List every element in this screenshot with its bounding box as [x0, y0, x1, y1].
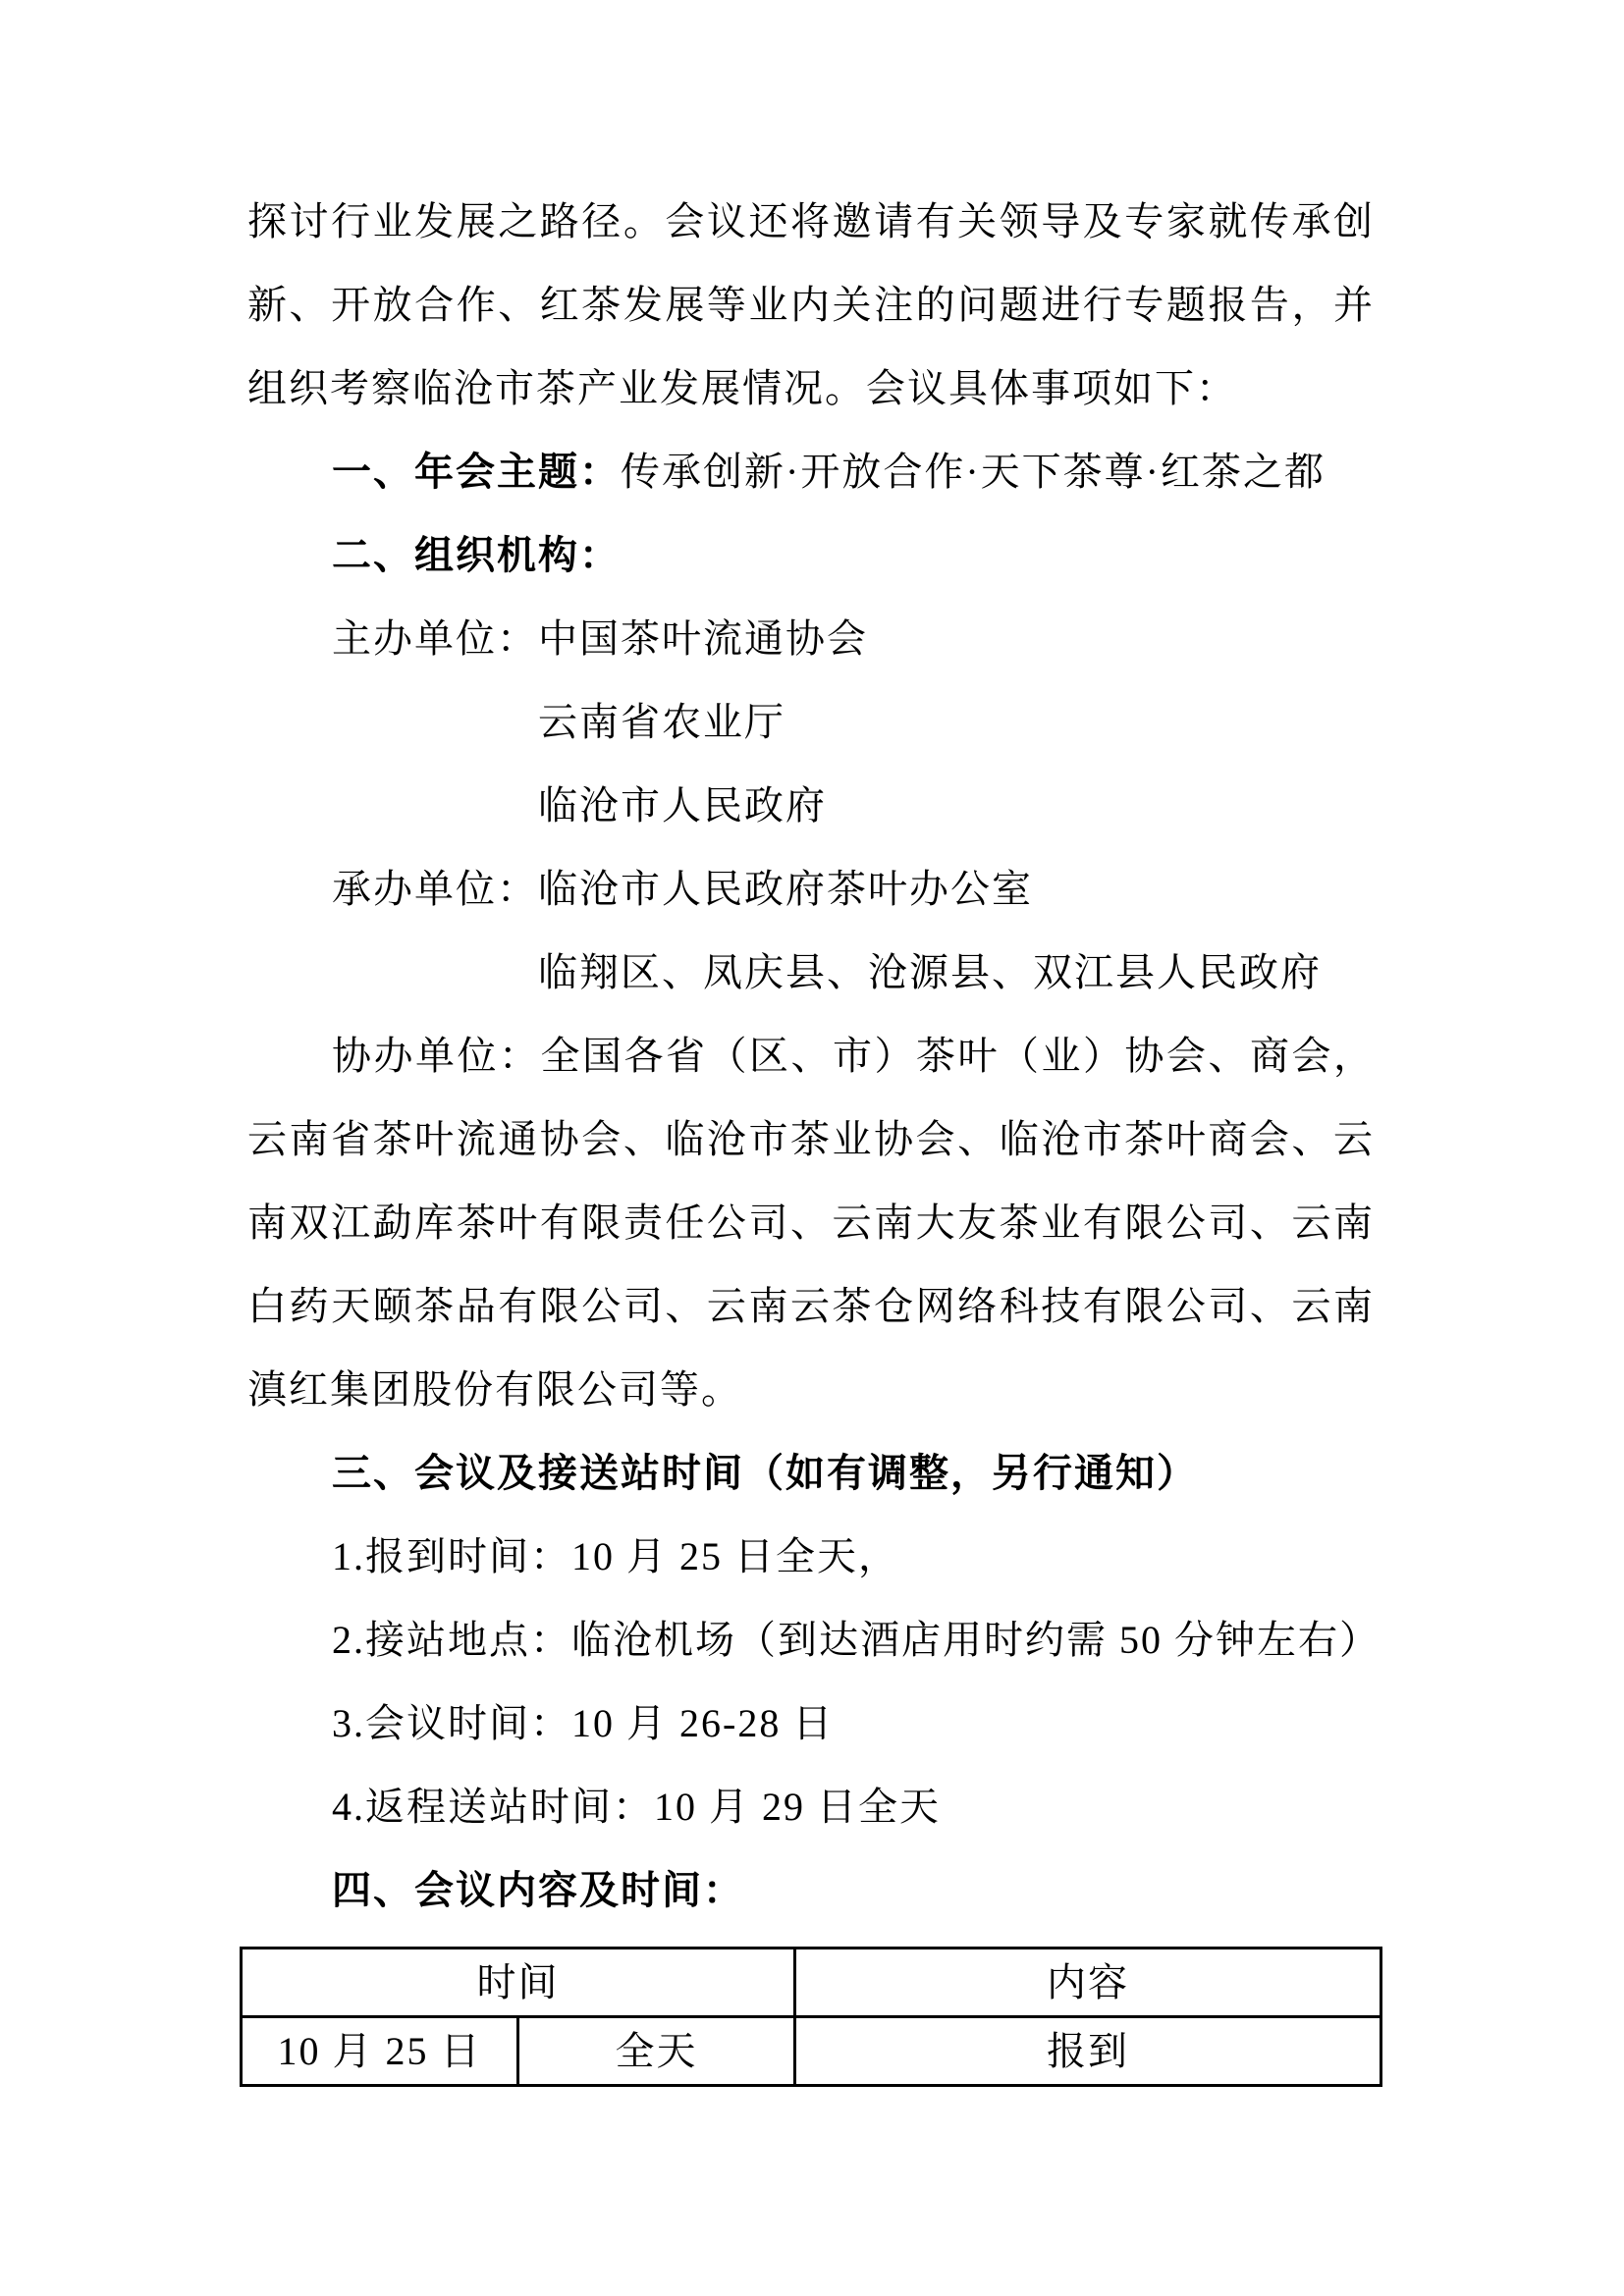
intro-paragraph: 探讨行业发展之路径。会议还将邀请有关领导及专家就传承创新、开放合作、红茶发展等业内关注的问题进行专题报告，并组织考察临沧市茶产业发展情况。会议具体事项如下：	[247, 199, 1375, 410]
coorganizer-paragraph: 协办单位：全国各省（区、市）茶叶（业）协会、商会，云南省茶叶流通协会、临沧市茶业协会、临沧市茶叶商会、云南双江勐库茶叶有限责任公司、云南大友茶业有限公司、云南白药天颐茶品有限公司、云南云茶仓网络科技有限公司、云南滇红集团股份有限公司等。	[247, 1034, 1375, 1412]
agenda-header-content: 内容	[795, 1949, 1381, 2017]
agenda-cell-date: 10 月 25 日	[242, 2017, 518, 2086]
agenda-cell-activity: 报到	[795, 2017, 1381, 2086]
agenda-cell-period: 全天	[518, 2017, 795, 2086]
schedule-item-4: 4.返程送站时间：10 月 29 日全天	[332, 1785, 941, 1829]
schedule-item-1: 1.报到时间：10 月 25 日全天，	[332, 1534, 899, 1578]
agenda-heading: 四、会议内容及时间：	[332, 1868, 744, 1912]
theme-line	[247, 430, 1375, 513]
schedule-item-3: 3.会议时间：10 月 26-28 日	[332, 1701, 835, 1745]
agenda-table	[240, 1947, 1382, 2087]
host-items	[538, 597, 1375, 847]
organizer-block	[247, 847, 1375, 1014]
schedule-item-2: 2.接站地点：临沧机场（到达酒店用时约需 50 分钟左右）	[332, 1618, 1380, 1662]
organizer-item: 临沧市人民政府茶叶办公室	[538, 867, 1033, 911]
host-item: 云南省农业厅	[538, 700, 785, 744]
organizer-item: 临翔区、凤庆县、沧源县、双江县人民政府	[538, 950, 1322, 994]
agenda-data-row	[242, 2017, 1381, 2086]
host-label: 主办单位：	[332, 616, 538, 661]
organizer-items	[538, 847, 1375, 1014]
theme-value: 传承创新·开放合作·天下茶尊·红茶之都	[621, 450, 1326, 494]
agenda-header-row	[242, 1949, 1381, 2017]
host-block	[247, 597, 1375, 847]
organizer-label: 承办单位：	[332, 867, 538, 911]
host-item: 临沧市人民政府	[538, 783, 827, 828]
org-heading: 二、组织机构：	[332, 533, 621, 577]
theme-label: 一、年会主题：	[332, 450, 621, 494]
agenda-header-time: 时间	[242, 1949, 795, 2017]
host-item: 中国茶叶流通协会	[538, 616, 868, 661]
schedule-heading: 三、会议及接送站时间（如有调整，另行通知）	[332, 1451, 1198, 1495]
